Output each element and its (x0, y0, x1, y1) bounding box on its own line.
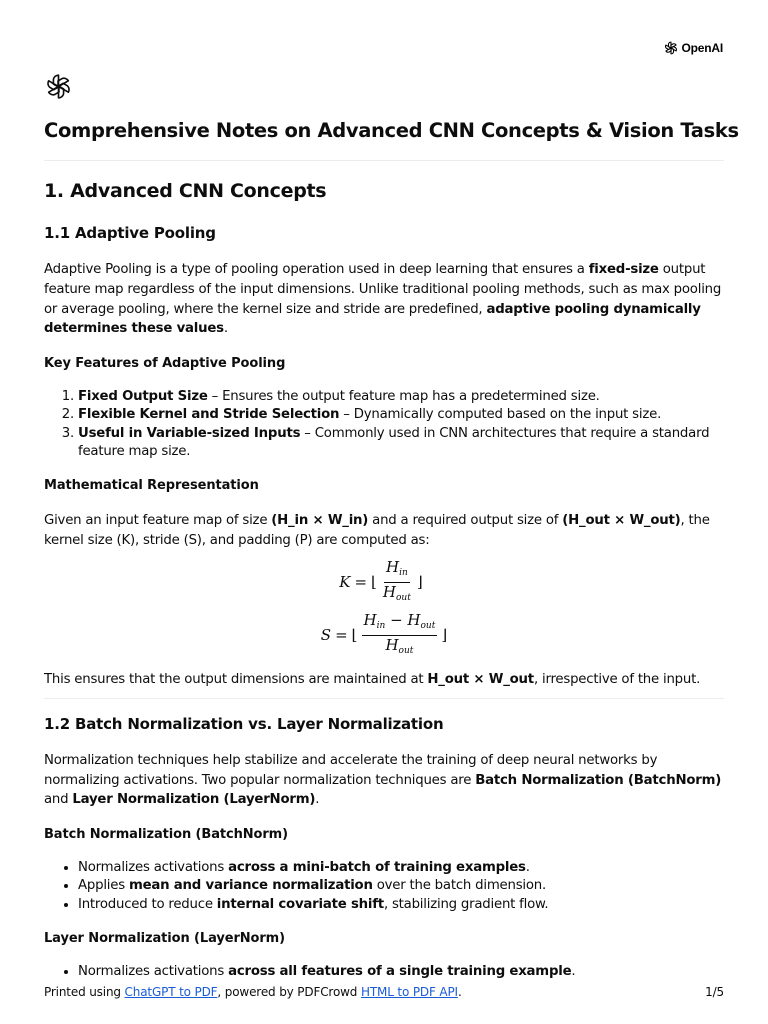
document-title: Comprehensive Notes on Advanced CNN Concepts & Vision Tasks (44, 119, 739, 142)
print-footer (44, 985, 724, 999)
html-to-pdf-api-link[interactable]: HTML to PDF API (360, 985, 458, 999)
footer-credit: Printed using ChatGPT to PDF, powered by PDFCrowd HTML to PDF API. (44, 985, 462, 999)
list-item: 1. Fixed Output Size – Ensures the output feature map has a predetermined size. (78, 388, 724, 406)
list-item: • Introduced to reduce internal covariate shift, stabilizing gradient flow. (78, 896, 724, 914)
document-body (44, 112, 739, 981)
math-heading: Mathematical Representation (44, 478, 259, 494)
openai-logo-icon (663, 40, 679, 56)
list-item: • Normalizes activations across all features of a single training example. (78, 963, 724, 981)
batchnorm-heading: Batch Normalization (BatchNorm) (44, 827, 288, 843)
page-number: 1/5 (705, 985, 724, 999)
kernel-size-equation: K = ⌊ $\frac{H_{in}}{H_{out}}$ ⌋ (339, 557, 423, 603)
equation-block (44, 559, 724, 659)
subsection-heading-adaptive-pooling: 1.1 Adaptive Pooling (44, 224, 216, 242)
list-item: 3. Useful in Variable-sized Inputs – Commonly used in CNN architectures that require a standard feature map size. (78, 425, 724, 462)
math-intro: Given an input feature map of size (H_in × W_in) and a required output size of (H_out × W_out), the kernel size (K), stride (S), and padding (P) are computed as: (44, 513, 710, 549)
brand-name: OpenAI (681, 41, 723, 55)
list-item: • Normalizes activations across a mini-batch of training examples. (78, 859, 724, 877)
features-list (44, 388, 724, 461)
subsection-heading-normalization: 1.2 Batch Normalization vs. Layer Normalization (44, 714, 444, 733)
adaptive-pooling-intro: Adaptive Pooling is a type of pooling operation used in deep learning that ensures a fixed-size output feature map regardless of the input dimensions. Unlike traditional pooling methods, such as max pooling or average pooling, where the kernel size and stride are predefined, adaptive pooling dynamically determines these values. (44, 262, 722, 337)
section-divider (44, 698, 724, 699)
normalization-intro: Normalization techniques help stabilize and accelerate the training of deep neural networks by normalizing activations. Two popular normalization techniques are Batch Normalization (BatchNorm) and Layer Normalization (LayerNorm). (44, 752, 722, 808)
stride-equation: S = ⌊ $\frac{H_{in} - H_{out}}{H_{out}}$ ⌋ (320, 610, 448, 656)
chatgpt-to-pdf-link[interactable]: ChatGPT to PDF (124, 985, 218, 999)
layernorm-list (44, 963, 724, 981)
section-heading: 1. Advanced CNN Concepts (44, 180, 327, 202)
list-item: 2. Flexible Kernel and Stride Selection – Dynamically computed based on the input size. (78, 406, 724, 424)
openai-logo-icon (44, 72, 73, 101)
list-item: • Applies mean and variance normalization over the batch dimension. (78, 877, 724, 895)
batchnorm-list (44, 859, 724, 914)
adaptive-pooling-conclusion: This ensures that the output dimensions are maintained at H_out × W_out, irrespective of the input. (44, 671, 701, 687)
layernorm-heading: Layer Normalization (LayerNorm) (44, 931, 285, 947)
openai-brand-link[interactable] (663, 40, 723, 56)
title-divider (44, 160, 724, 161)
features-heading: Key Features of Adaptive Pooling (44, 356, 286, 372)
